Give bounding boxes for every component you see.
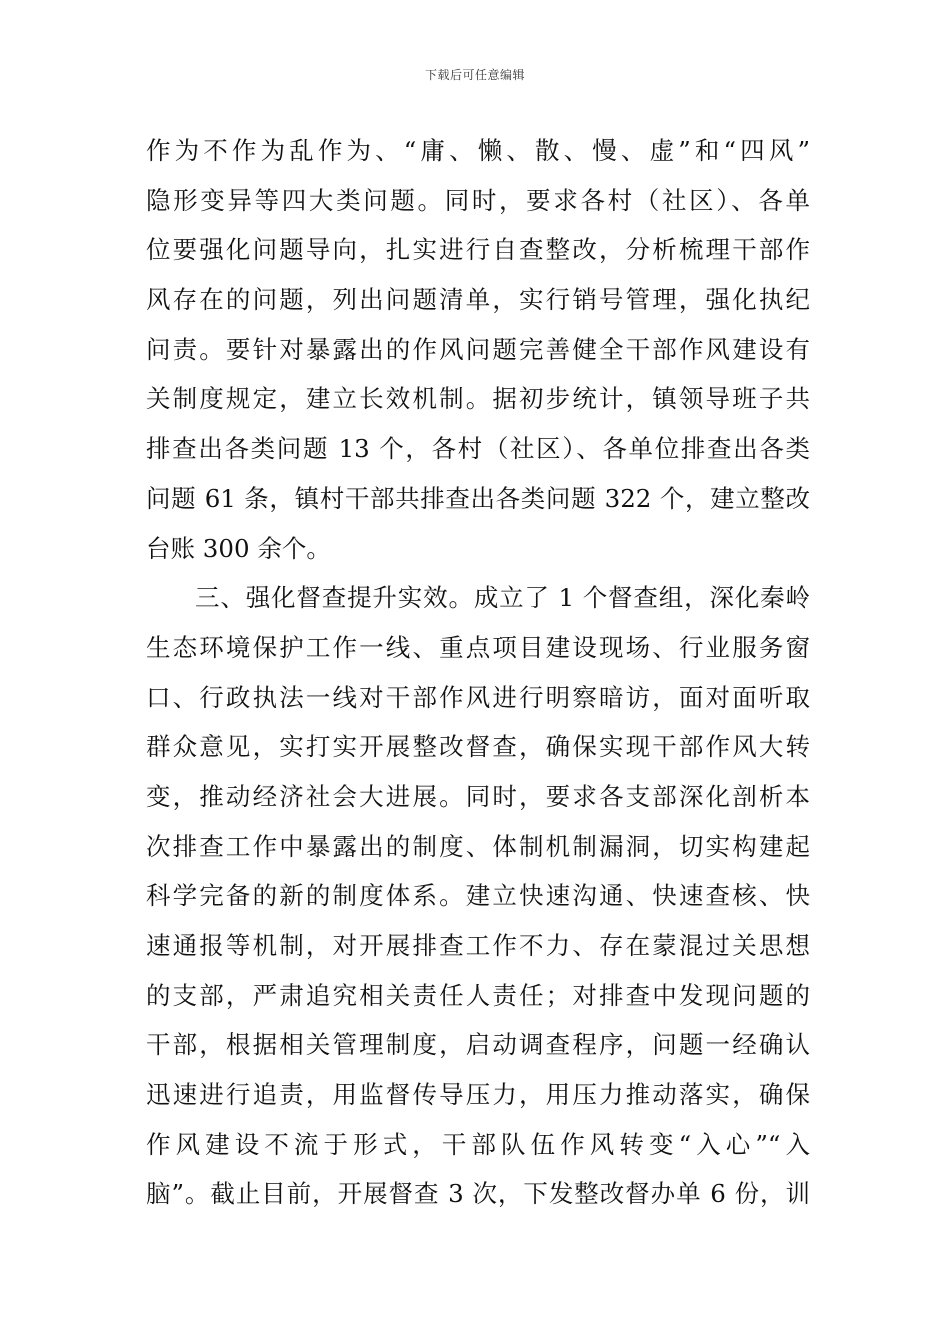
text-line: 生态环境保护工作一线、重点项目建设现场、行业服务窗 [146, 632, 810, 662]
text-line: 关制度规定，建立长效机制。据初步统计，镇领导班子共 [146, 384, 810, 414]
paragraph [146, 126, 810, 573]
document-body [146, 126, 810, 1219]
text-line: 三、强化督查提升实效。成立了 1 个督查组，深化秦岭 [195, 583, 810, 613]
text-line: 作为不作为乱作为、“庸、懒、散、慢、虚”和“四风” [146, 136, 810, 165]
text-line: 速通报等机制，对开展排查工作不力、存在蒙混过关思想 [146, 931, 810, 960]
text-line: 口、行政执法一线对干部作风进行明察暗访，面对面听取 [146, 682, 810, 712]
text-line: 次排查工作中暴露出的制度、体制机制漏洞，切实构建起 [146, 831, 810, 861]
text-line: 隐形变异等四大类问题。同时，要求各村（社区）、各单 [146, 185, 810, 215]
text-line: 风存在的问题，列出问题清单，实行销号管理，强化执纪 [146, 285, 810, 315]
text-line: 排查出各类问题 13 个，各村（社区）、各单位排查出各类 [146, 434, 810, 464]
text-line: 问题 61 条，镇村干部共排查出各类问题 322 个，建立整改 [146, 483, 810, 513]
text-line: 的支部，严肃追究相关责任人责任；对排查中发现问题的 [146, 980, 810, 1010]
text-line: 干部，根据相关管理制度，启动调查程序，问题一经确认 [146, 1030, 810, 1060]
text-line: 变，推动经济社会大进展。同时，要求各支部深化剖析本 [146, 781, 810, 811]
text-line: 群众意见，实打实开展整改督查，确保实现干部作风大转 [146, 732, 810, 762]
text-line: 科学完备的新的制度体系。建立快速沟通、快速查核、快 [146, 881, 810, 911]
text-line: 问责。要针对暴露出的作风问题完善健全干部作风建设有 [146, 334, 810, 364]
text-line: 迅速进行追责，用监督传导压力，用压力推动落实，确保 [146, 1080, 810, 1110]
text-line: 位要强化问题导向，扎实进行自查整改，分析梳理干部作 [146, 235, 810, 265]
page-header: 下载后可任意编辑 [424, 68, 525, 82]
text-line: 作风建设不流于形式，干部队伍作风转变“入心”“入 [146, 1129, 810, 1159]
text-line: 台账 300 余个。 [146, 533, 331, 563]
paragraph [146, 573, 810, 1219]
text-line: 脑”。截止目前，开展督查 3 次，下发整改督办单 6 份，训 [146, 1179, 810, 1209]
